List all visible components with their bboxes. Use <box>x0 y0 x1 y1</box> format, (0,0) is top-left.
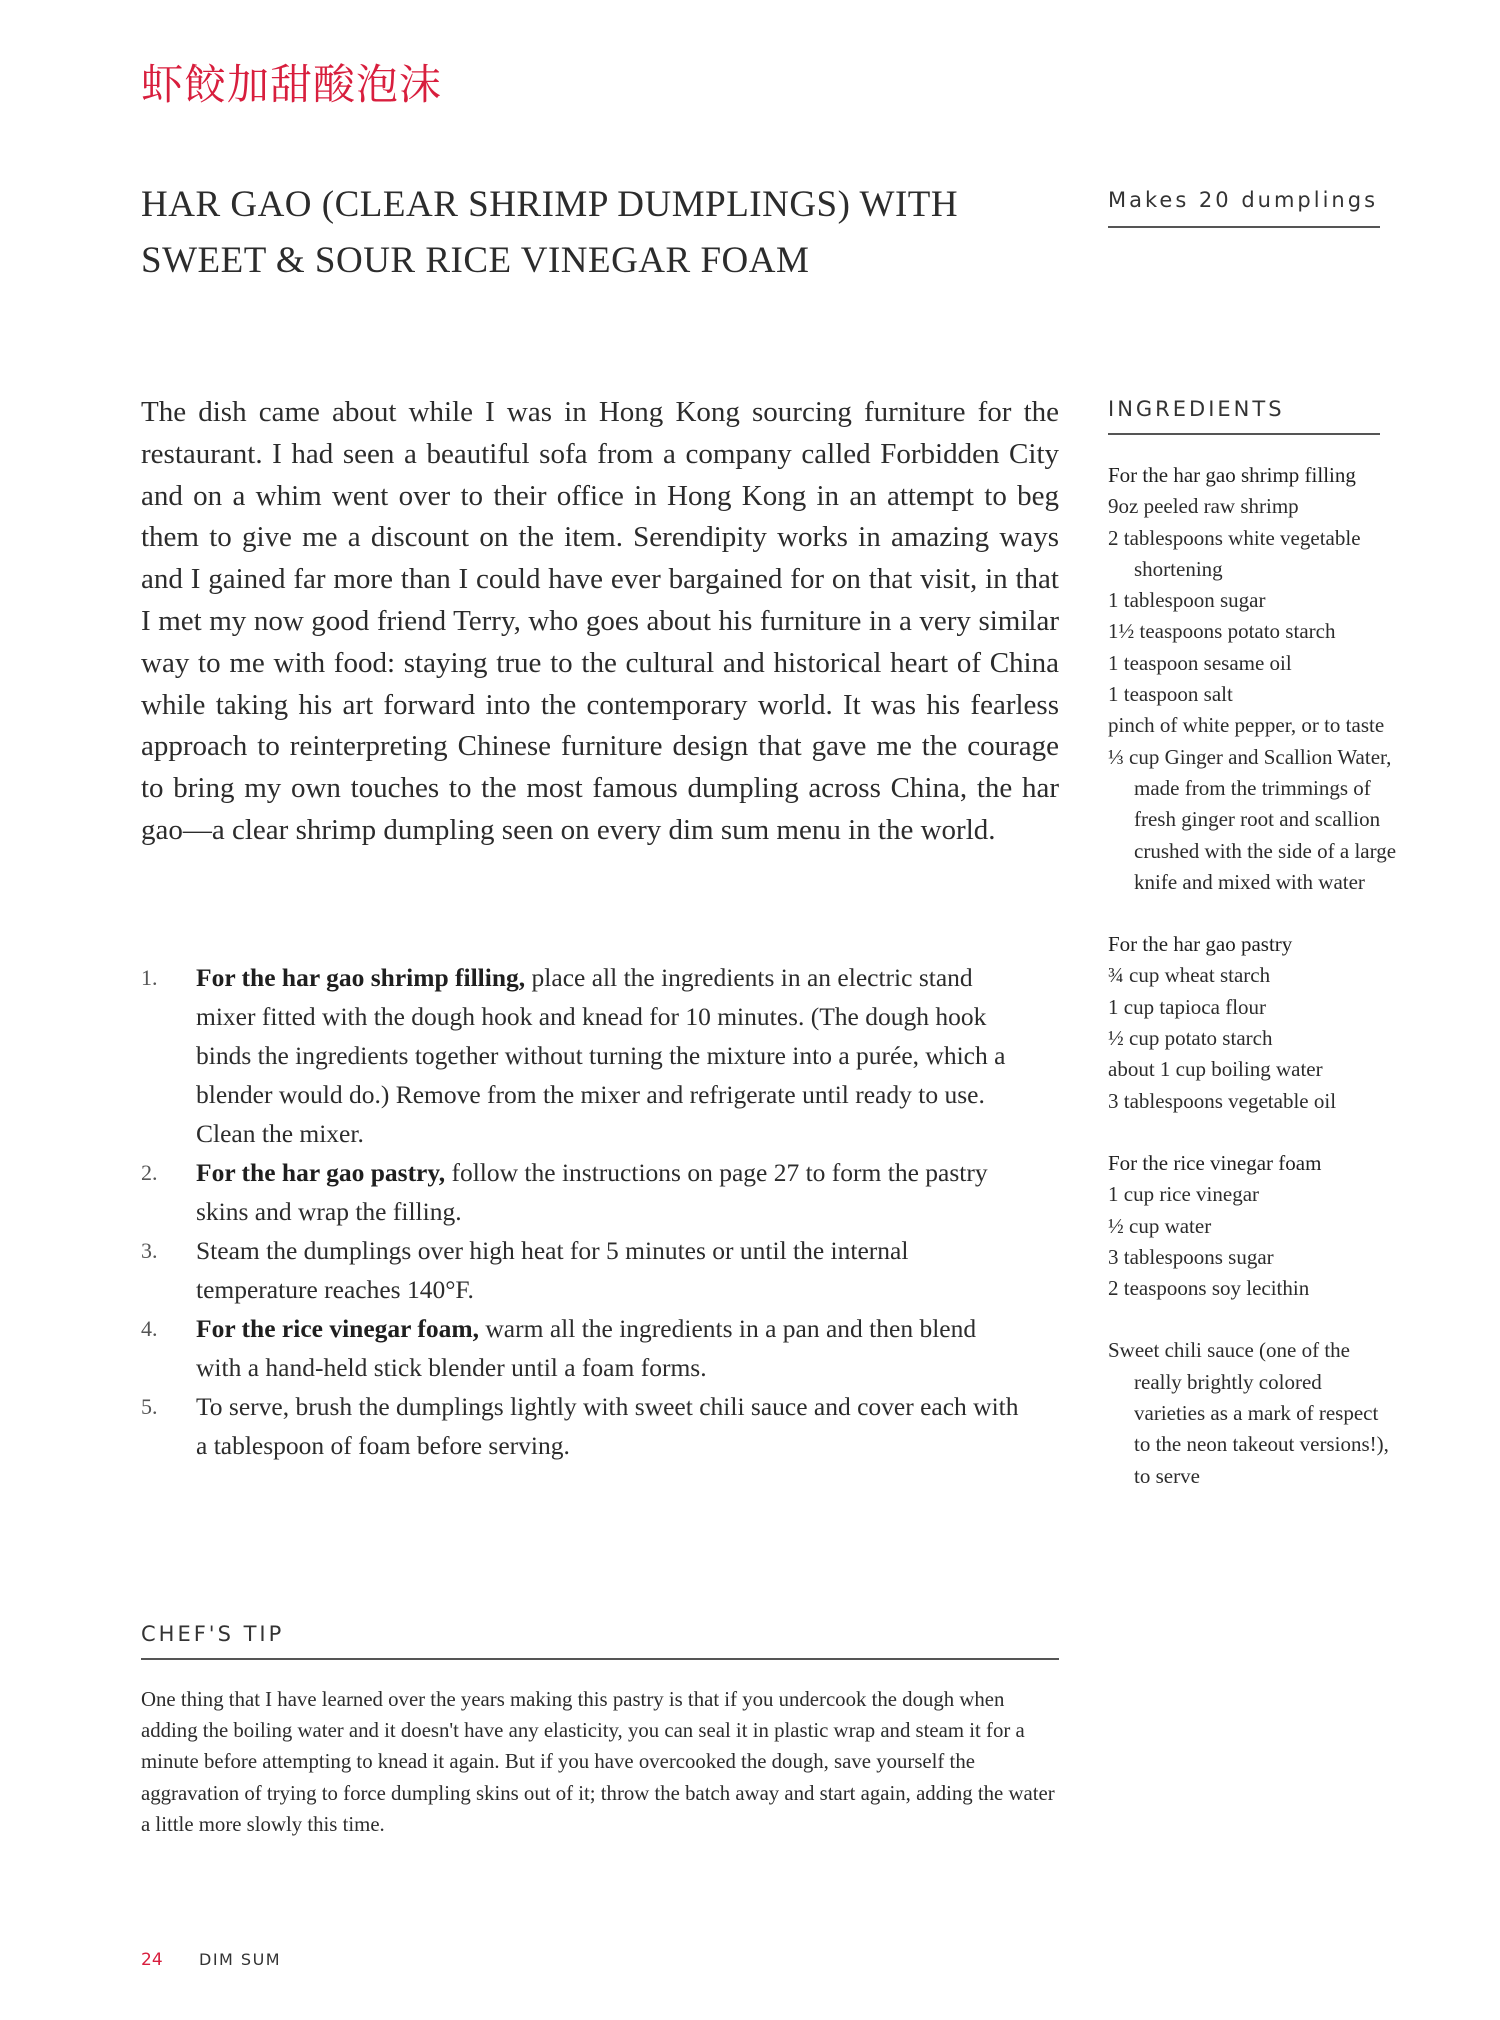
method-step <box>141 1153 1021 1231</box>
ingredient-item: 2 teaspoons soy lecithin <box>1108 1276 1310 1301</box>
ingredient-group-title: For the rice vinegar foam <box>1108 1150 1322 1175</box>
ingredient-group <box>1108 1148 1398 1304</box>
ingredients-heading: INGREDIENTS <box>1108 397 1380 435</box>
chefs-tip-body: One thing that I have learned over the years making this pastry is that if you undercook the dough when adding the boiling water and it doesn't have any elasticity, you can seal it in plastic wrap and steam it for a minute before attempting to knead it again. But if you have overcooked the dough, save yourself the aggravation of trying to force dumpling skins out of it; throw the batch away and start again, adding the water a little more slowly this time. <box>141 1688 1055 1836</box>
page-number: 24 <box>141 1950 163 1970</box>
step-lead-in: For the rice vinegar foam, <box>196 1314 480 1343</box>
intro-paragraph: The dish came about while I was in Hong Kong sourcing furniture for the restaurant. I had seen a beautiful sofa from a company called Forbidden City and on a whim went over to their office in Hong Kong in an attempt to beg them to give me a discount on the item. Serendipity works in amazing ways and I gained far more than I could have ever bargained for on that visit, in that I met my now good friend Terry, who goes about his furniture in a very similar way to me with food: staying true to the cultural and historical heart of China while taking his art forward into the contemporary world. It was his fearless approach to reinterpreting Chinese furniture design that gave me the courage to bring my own touches to the most famous dumpling across China, the har gao—a clear shrimp dumpling seen on every dim sum menu in the world. <box>141 396 1059 846</box>
ingredient-group <box>1108 1335 1398 1491</box>
ingredient-item: pinch of white pepper, or to taste <box>1108 713 1385 738</box>
ingredient-item: 1½ teaspoons potato starch <box>1108 619 1336 644</box>
method-step <box>141 1309 1021 1387</box>
ingredient-item: 1 cup tapioca flour <box>1108 994 1267 1019</box>
book-title: DIM SUM <box>199 1950 282 1969</box>
ingredient-item: ¾ cup wheat starch <box>1108 963 1271 988</box>
step-text: To serve, brush the dumplings lightly with sweet chili sauce and cover each with a tablespoon of foam before serving. <box>196 1392 1019 1460</box>
ingredient-group-title: For the har gao shrimp filling <box>1108 463 1356 487</box>
ingredient-item: 1 teaspoon salt <box>1108 682 1233 707</box>
ingredient-item: 9oz peeled raw shrimp <box>1108 494 1299 519</box>
step-text: place all the ingredients in an electric stand mixer fitted with the dough hook and knead for 10 minutes. (The dough hook binds the ingredients together without turning the mixture into a purée, which a blender would do.) Remove from the mixer and refrigerate until ready to use. Clean the mixer. <box>196 963 1006 1148</box>
method-step <box>141 958 1021 1153</box>
recipe-title-line-1: HAR GAO (CLEAR SHRIMP DUMPLINGS) WITH <box>141 184 959 225</box>
recipe-title <box>141 177 1021 289</box>
method-steps <box>141 958 1021 1465</box>
ingredient-item: 3 tablespoons vegetable oil <box>1108 1088 1337 1113</box>
ingredient-item: 1 cup rice vinegar <box>1108 1182 1260 1207</box>
ingredient-item: 1 teaspoon sesame oil <box>1108 650 1292 675</box>
ingredient-item: ½ cup water <box>1108 1213 1212 1238</box>
step-lead-in: For the har gao pastry, <box>196 1158 446 1187</box>
ingredient-item: 1 tablespoon sugar <box>1108 588 1266 613</box>
step-text: follow the instructions on page 27 to form the pastry skins and wrap the filling. <box>196 1158 988 1226</box>
chinese-title: 虾餃加甜酸泡沫 <box>141 60 443 109</box>
ingredient-group-title: For the har gao pastry <box>1108 932 1293 957</box>
ingredient-item: 2 tablespoons white vegetable shortening <box>1108 525 1361 581</box>
ingredients-list <box>1108 460 1398 1523</box>
ingredient-group <box>1108 460 1398 898</box>
step-number: 4. <box>141 1316 158 1341</box>
step-lead-in: For the har gao shrimp filling, <box>196 963 526 992</box>
chefs-tip-heading: CHEF'S TIP <box>141 1622 1059 1660</box>
recipe-yield: Makes 20 dumplings <box>1108 188 1380 228</box>
step-number: 5. <box>141 1394 158 1419</box>
ingredient-item: ⅓ cup Ginger and Scallion Water, made from the trimmings of fresh ginger root and scallion crushed with the side of a large knife and mixed with water <box>1108 744 1397 894</box>
step-text: Steam the dumplings over high heat for 5 minutes or until the internal temperature reaches 140°F. <box>196 1236 909 1304</box>
ingredient-item: ½ cup potato starch <box>1108 1026 1273 1051</box>
method-step <box>141 1231 1021 1309</box>
step-number: 3. <box>141 1238 158 1263</box>
method-step <box>141 1387 1021 1465</box>
recipe-title-line-2: SWEET & SOUR RICE VINEGAR FOAM <box>141 240 810 281</box>
step-number: 1. <box>141 965 158 990</box>
step-number: 2. <box>141 1160 158 1185</box>
step-text: warm all the ingredients in a pan and then blend with a hand-held stick blender until a foam forms. <box>196 1314 977 1382</box>
ingredient-item: 3 tablespoons sugar <box>1108 1244 1274 1269</box>
ingredient-item: Sweet chili sauce (one of the really brightly colored varieties as a mark of respect to the neon takeout versions!), to serve <box>1108 1338 1389 1488</box>
ingredient-group <box>1108 929 1398 1117</box>
ingredient-item: about 1 cup boiling water <box>1108 1057 1323 1082</box>
